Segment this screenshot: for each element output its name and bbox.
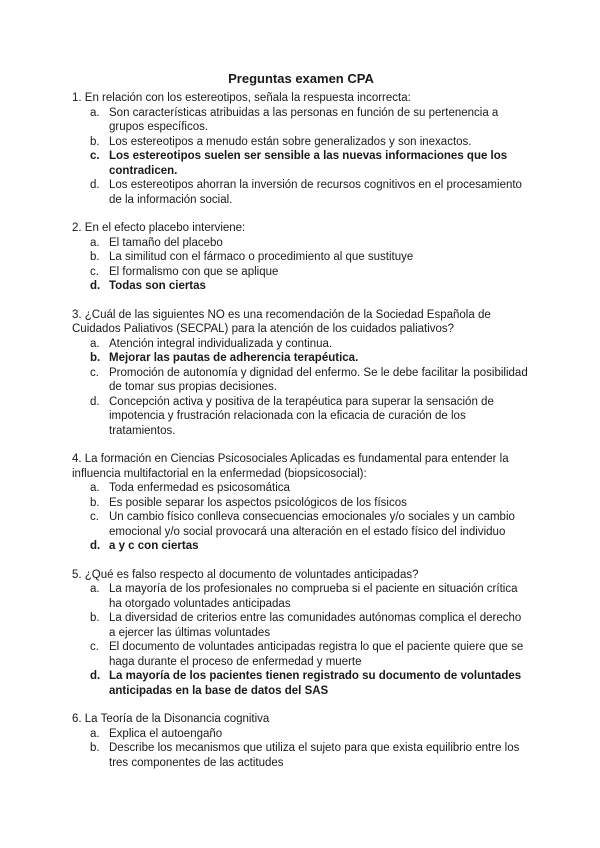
option-text: La mayoría de los profesionales no comprueba si el paciente en situación crítica ha otorgado voluntades anticipadas: [109, 583, 518, 610]
answer-options: [72, 106, 530, 208]
answer-option: [72, 481, 530, 496]
option-text: Promoción de autonomía y dignidad del enfermo. Se le debe facilitar la posibilidad de tomar sus propias decisiones.: [109, 366, 528, 393]
option-text: Los estereotipos ahorran la inversión de recursos cognitivos en el procesamiento de la información social.: [109, 179, 522, 206]
option-letter: a.: [90, 236, 100, 249]
option-letter: a.: [90, 106, 100, 119]
answer-options: [72, 236, 530, 294]
question-list: [72, 91, 530, 770]
answer-option: [72, 265, 530, 280]
option-text: Atención integral individualizada y continua.: [109, 337, 333, 350]
answer-option-correct: [72, 669, 530, 698]
option-text: El formalismo con que se aplique: [109, 265, 279, 278]
option-text: La similitud con el fármaco o procedimiento al que sustituye: [109, 251, 414, 263]
question-3: [72, 308, 530, 439]
option-letter: a.: [90, 727, 100, 740]
option-text: Toda enfermedad es psicosomática: [109, 482, 290, 494]
option-text: La diversidad de criterios entre las comunidades autónomas complica el derecho a ejercer las últimas voluntades: [109, 612, 522, 639]
answer-option-correct: [72, 539, 530, 554]
question-4: [72, 452, 530, 554]
answer-option: [72, 727, 530, 742]
option-letter: a.: [90, 337, 100, 350]
answer-option-correct: [72, 279, 530, 294]
answer-option: [72, 366, 530, 395]
option-letter: d.: [90, 670, 101, 682]
answer-option: [72, 741, 530, 770]
option-text: Describe los mecanismos que utiliza el sujeto para que exista equilibrio entre los tres componentes de las actitudes: [109, 742, 520, 769]
option-letter: b.: [90, 135, 100, 148]
option-text: Los estereotipos a menudo están sobre generalizados y son inexactos.: [109, 135, 472, 148]
option-letter: d.: [90, 395, 100, 408]
answer-option-correct: [72, 149, 530, 178]
answer-option: [72, 106, 530, 135]
option-letter: b.: [90, 496, 100, 509]
option-letter: c.: [90, 366, 99, 379]
question-text: 6. La Teoría de la Disonancia cognitiva: [72, 713, 270, 725]
option-text: Los estereotipos suelen ser sensible a las nuevas informaciones que los contradicen.: [109, 150, 508, 177]
answer-option: [72, 640, 530, 669]
option-text: El tamaño del placebo: [109, 236, 223, 249]
answer-option: [72, 395, 530, 439]
option-letter: c.: [90, 641, 99, 653]
question-1: [72, 91, 530, 207]
option-letter: d.: [90, 280, 101, 292]
question-6: [72, 712, 530, 770]
question-text: 1. En relación con los estereotipos, señala la respuesta incorrecta:: [72, 92, 411, 104]
answer-option: [72, 236, 530, 251]
answer-option: [72, 250, 530, 265]
option-letter: b.: [90, 742, 100, 754]
question-text: 3. ¿Cuál de las siguientes NO es una recomendación de la Sociedad Española de Cuidados Paliativos (SECPAL) para la atención de los cuidados paliativos?: [72, 308, 491, 335]
answer-options: [72, 337, 530, 439]
question-5: [72, 568, 530, 699]
option-text: La mayoría de los pacientes tienen registrado su documento de voluntades anticipadas en la base de datos del SAS: [109, 670, 522, 697]
question-text: 2. En el efecto placebo interviene:: [72, 222, 246, 234]
option-text: Todas son ciertas: [109, 280, 206, 292]
answer-option: [72, 135, 530, 150]
option-letter: c.: [90, 265, 99, 278]
option-text: Un cambio físico conlleva consecuencias emocionales y/o sociales y un cambio emocional y/o social provocará una alteración en el estado físico del individuo: [109, 511, 515, 538]
option-letter: c.: [90, 150, 100, 162]
option-letter: b.: [90, 251, 100, 263]
option-text: El documento de voluntades anticipadas registra lo que el paciente quiere que se haga durante el proceso de enfermedad y muerte: [109, 641, 524, 668]
question-2: [72, 221, 530, 294]
answer-option: [72, 582, 530, 611]
answer-option: [72, 510, 530, 539]
option-text: Concepción activa y positiva de la terapéutica para superar la sensación de impotencia y frustración relacionada con la eficacia de curación de los tratamientos.: [109, 395, 494, 437]
answer-option: [72, 337, 530, 352]
answer-option: [72, 611, 530, 640]
answer-options: [72, 727, 530, 771]
option-text: Son características atribuidas a las personas en función de su pertenencia a grupos específicos.: [109, 106, 499, 133]
option-letter: b.: [90, 612, 100, 624]
option-letter: a.: [90, 583, 100, 595]
question-text: 4. La formación en Ciencias Psicosociales Aplicadas es fundamental para entender la influencia multifactorial en la enfermedad (biopsicosocial):: [72, 453, 509, 480]
document-title: Preguntas examen CPA: [228, 71, 374, 86]
option-letter: d.: [90, 179, 100, 191]
answer-options: [72, 481, 530, 554]
answer-option: [72, 496, 530, 511]
option-text: Es posible separar los aspectos psicológicos de los físicos: [109, 496, 407, 509]
option-letter: c.: [90, 511, 99, 523]
answer-option-correct: [72, 351, 530, 366]
question-text: 5. ¿Qué es falso respecto al documento de voluntades anticipadas?: [72, 568, 419, 581]
option-text: Explica el autoengaño: [109, 727, 223, 740]
option-letter: d.: [90, 540, 101, 552]
option-letter: b.: [90, 352, 101, 364]
option-text: a y c con ciertas: [109, 540, 199, 552]
answer-options: [72, 582, 530, 698]
option-letter: a.: [90, 482, 100, 494]
option-text: Mejorar las pautas de adherencia terapéutica.: [109, 352, 359, 364]
answer-option: [72, 178, 530, 207]
